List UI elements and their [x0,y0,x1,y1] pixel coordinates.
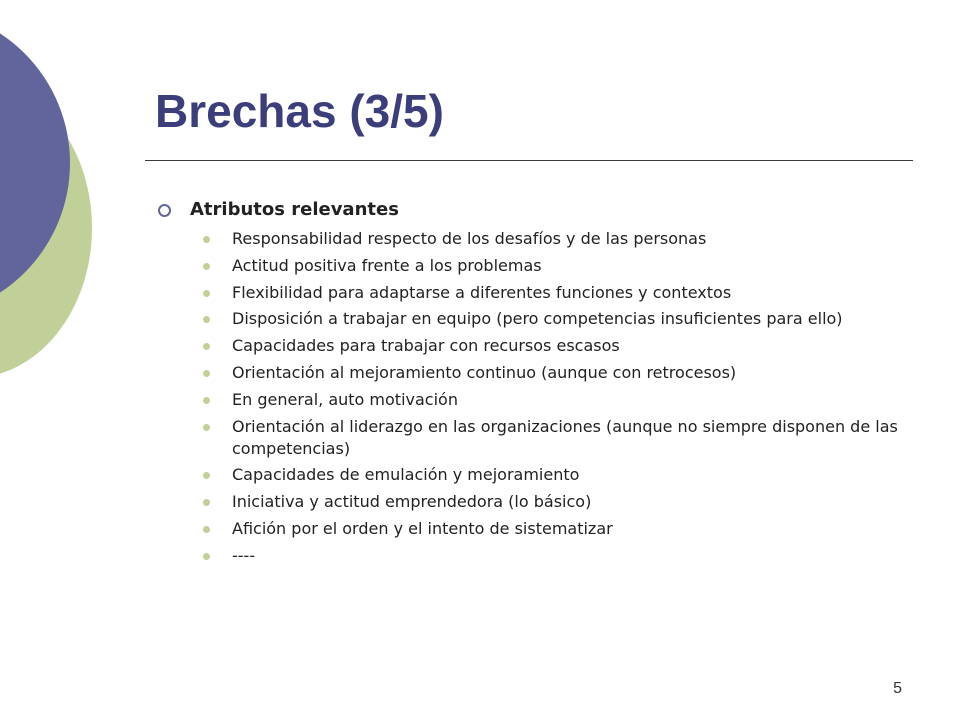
title-divider [145,160,913,161]
list-item-text: Disposición a trabajar en equipo (pero competencias insuficientes para ello) [232,309,843,329]
list-item [202,282,910,304]
section-heading-row [158,198,910,222]
page-number: 5 [893,680,902,697]
list-item [202,491,910,513]
list-item-text: Capacidades para trabajar con recursos escasos [232,336,620,356]
list-item [202,545,910,567]
bullet-dot-icon [203,553,210,560]
attribute-list [158,228,910,567]
bullet-dot-icon [203,290,210,297]
list-item-text: Responsabilidad respecto de los desafíos y de las personas [232,229,707,248]
slide-content [158,198,910,572]
list-item [202,389,910,411]
bullet-dot-icon [203,499,210,506]
list-item [202,362,910,384]
list-item-text: Iniciativa y actitud emprendedora (lo básico) [232,492,592,512]
bullet-dot-icon [203,424,210,431]
list-item-text: Orientación al liderazgo en las organizaciones (aunque no siempre disponen de las competencias) [232,416,898,458]
list-item-text: En general, auto motivación [232,389,458,409]
bullet-dot-icon [203,343,210,350]
list-item [202,464,910,486]
slide-title: Brechas (3/5) [155,85,444,137]
list-item [202,255,910,277]
bullet-dot-icon [203,370,210,377]
bullet-dot-icon [203,472,210,479]
ring-bullet-icon [158,204,171,217]
list-item-text: ---- [232,545,256,565]
list-item-text: Capacidades de emulación y mejoramiento [232,465,580,485]
list-item [202,308,910,330]
bullet-dot-icon [203,316,210,323]
list-item [202,416,910,460]
bullet-dot-icon [203,397,210,404]
list-item-text: Flexibilidad para adaptarse a diferentes funciones y contextos [232,282,732,302]
list-item [202,518,910,540]
list-item-text: Actitud positiva frente a los problemas [232,255,542,275]
list-item [202,335,910,357]
section-heading: Atributos relevantes [190,199,399,220]
list-item [202,228,910,250]
bullet-dot-icon [203,263,210,270]
bullet-dot-icon [203,526,210,533]
list-item-text: Afición por el orden y el intento de sistematizar [232,518,613,538]
bullet-dot-icon [203,236,210,243]
list-item-text: Orientación al mejoramiento continuo (aunque con retrocesos) [232,362,737,382]
